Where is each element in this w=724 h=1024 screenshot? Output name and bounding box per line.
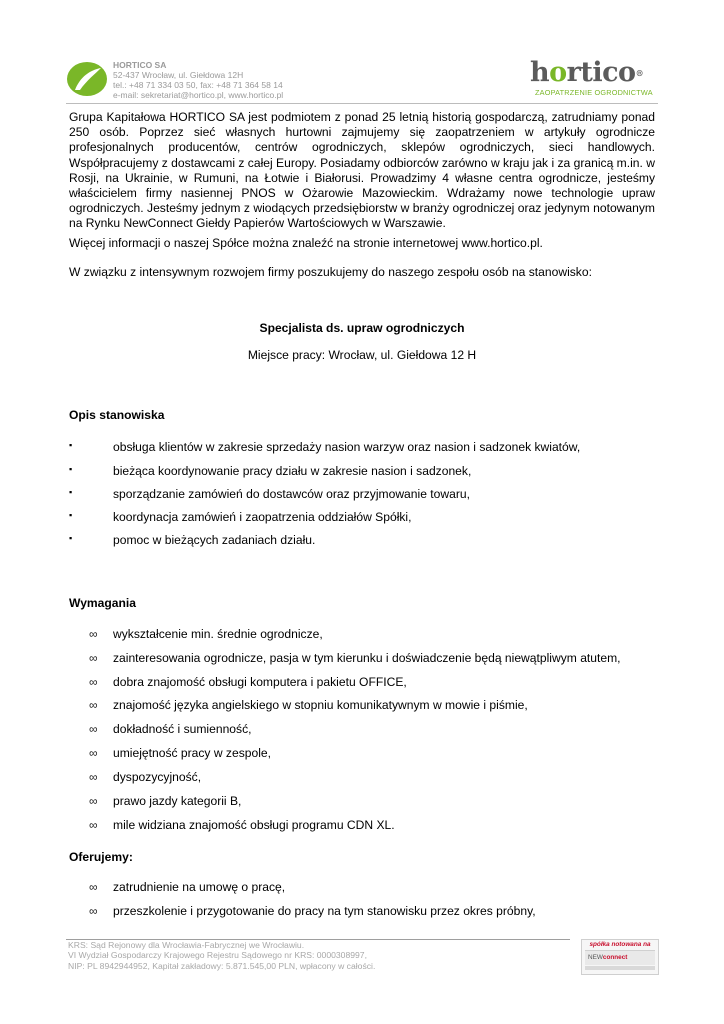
footer-legal [68,940,375,971]
infinity-bullet-icon: ∞ [89,651,98,665]
company-phone: tel.: +48 71 334 03 50, fax: +48 71 364 58 14 [113,80,283,90]
infinity-bullet-icon: ∞ [89,722,98,736]
square-bullet-icon: ▪ [69,464,73,474]
infinity-bullet-icon: ∞ [89,770,98,784]
header-divider [66,103,658,104]
more-info-text: Więcej informacji o naszej Spółce można znaleźć na stronie internetowej www.hortico.pl. [69,236,543,250]
infinity-bullet-icon: ∞ [89,904,98,918]
description-heading: Opis stanowiska [69,408,165,422]
square-bullet-icon: ▪ [69,440,73,450]
footer-line-registry: VI Wydział Gospodarczy Krajowego Rejestru Sądowego nr KRS: 0000308997, [68,950,367,961]
infinity-bullet-icon: ∞ [89,794,98,808]
company-email: e-mail: sekretariat@hortico.pl, www.hortico.pl [113,90,284,100]
footer-line-nip: NIP: PL 8942944952, Kapitał zakładowy: 5.871.545,00 PLN, wpłacony w całości. [68,960,376,971]
footer-line-krs: KRS: Sąd Rejonowy dla Wrocławia-Fabrycznej we Wrocławiu. [68,940,305,950]
newconnect-badge-bar [585,966,655,970]
requirements-heading: Wymagania [69,596,136,610]
brand-wordmark: hortico® [530,57,644,88]
intro-paragraph: Grupa Kapitałowa HORTICO SA jest podmiotem z ponad 25 letnią historią gospodarczą, zatrudniamy ponad 250 osób. Poprzez sieć własnych hurtowni zajmujemy się zaopatrzeniem w artykuły ogrodnicze profesjonalnych producentów, centrów ogrodniczych, sklepów ogrodniczych, sieci handlowych. Współpracujemy z dostawcami z całej Europy. Posiadamy odbiorców zarówno w kraju jak i za granicą m.in. w Rosji, na Ukrainie, w Rumuni, na Łotwie i Białorusi. Prowadzimy 4 własne centra ogrodnicze, jesteśmy właścicielem firmy nasiennej PNOS w Ożarowie Mazowieckim. Wdrażamy nowe technologie upraw ogrodniczych. Jesteśmy jednym z wiodących przedsiębiorstw w branży ogrodniczej oraz jedynym notowanym na Rynku NewConnect Giełdy Papierów Wartościowych w Warszawie. [69,110,655,231]
company-address: 52-437 Wrocław, ul. Giełdowa 12H [113,70,244,80]
square-bullet-icon: ▪ [69,533,73,543]
square-bullet-icon: ▪ [69,510,73,520]
job-title: Specjalista ds. upraw ogrodniczych [259,321,465,335]
infinity-bullet-icon: ∞ [89,746,98,760]
infinity-bullet-icon: ∞ [89,698,98,712]
infinity-bullet-icon: ∞ [89,675,98,689]
square-bullet-icon: ▪ [69,487,73,497]
newconnect-badge [581,939,659,975]
infinity-bullet-icon: ∞ [89,627,98,641]
hortico-brand [530,58,656,97]
hortico-leaf-logo [66,61,108,97]
newconnect-badge-caption: spółka notowana na [589,941,651,948]
company-contact-block [113,60,283,100]
infinity-bullet-icon: ∞ [89,880,98,894]
offer-heading: Oferujemy: [69,850,133,864]
infinity-bullet-icon: ∞ [89,818,98,832]
company-name: HORTICO SA [113,60,167,70]
brand-tagline: ZAOPATRZENIE OGRODNICTWA [535,88,653,97]
seeking-text: W związku z intensywnym rozwojem firmy poszukujemy do naszego zespołu osób na stanowisko: [69,265,592,279]
job-location: Miejsce pracy: Wrocław, ul. Giełdowa 12 H [247,348,477,362]
newconnect-logo: NEWconnect [585,950,655,965]
